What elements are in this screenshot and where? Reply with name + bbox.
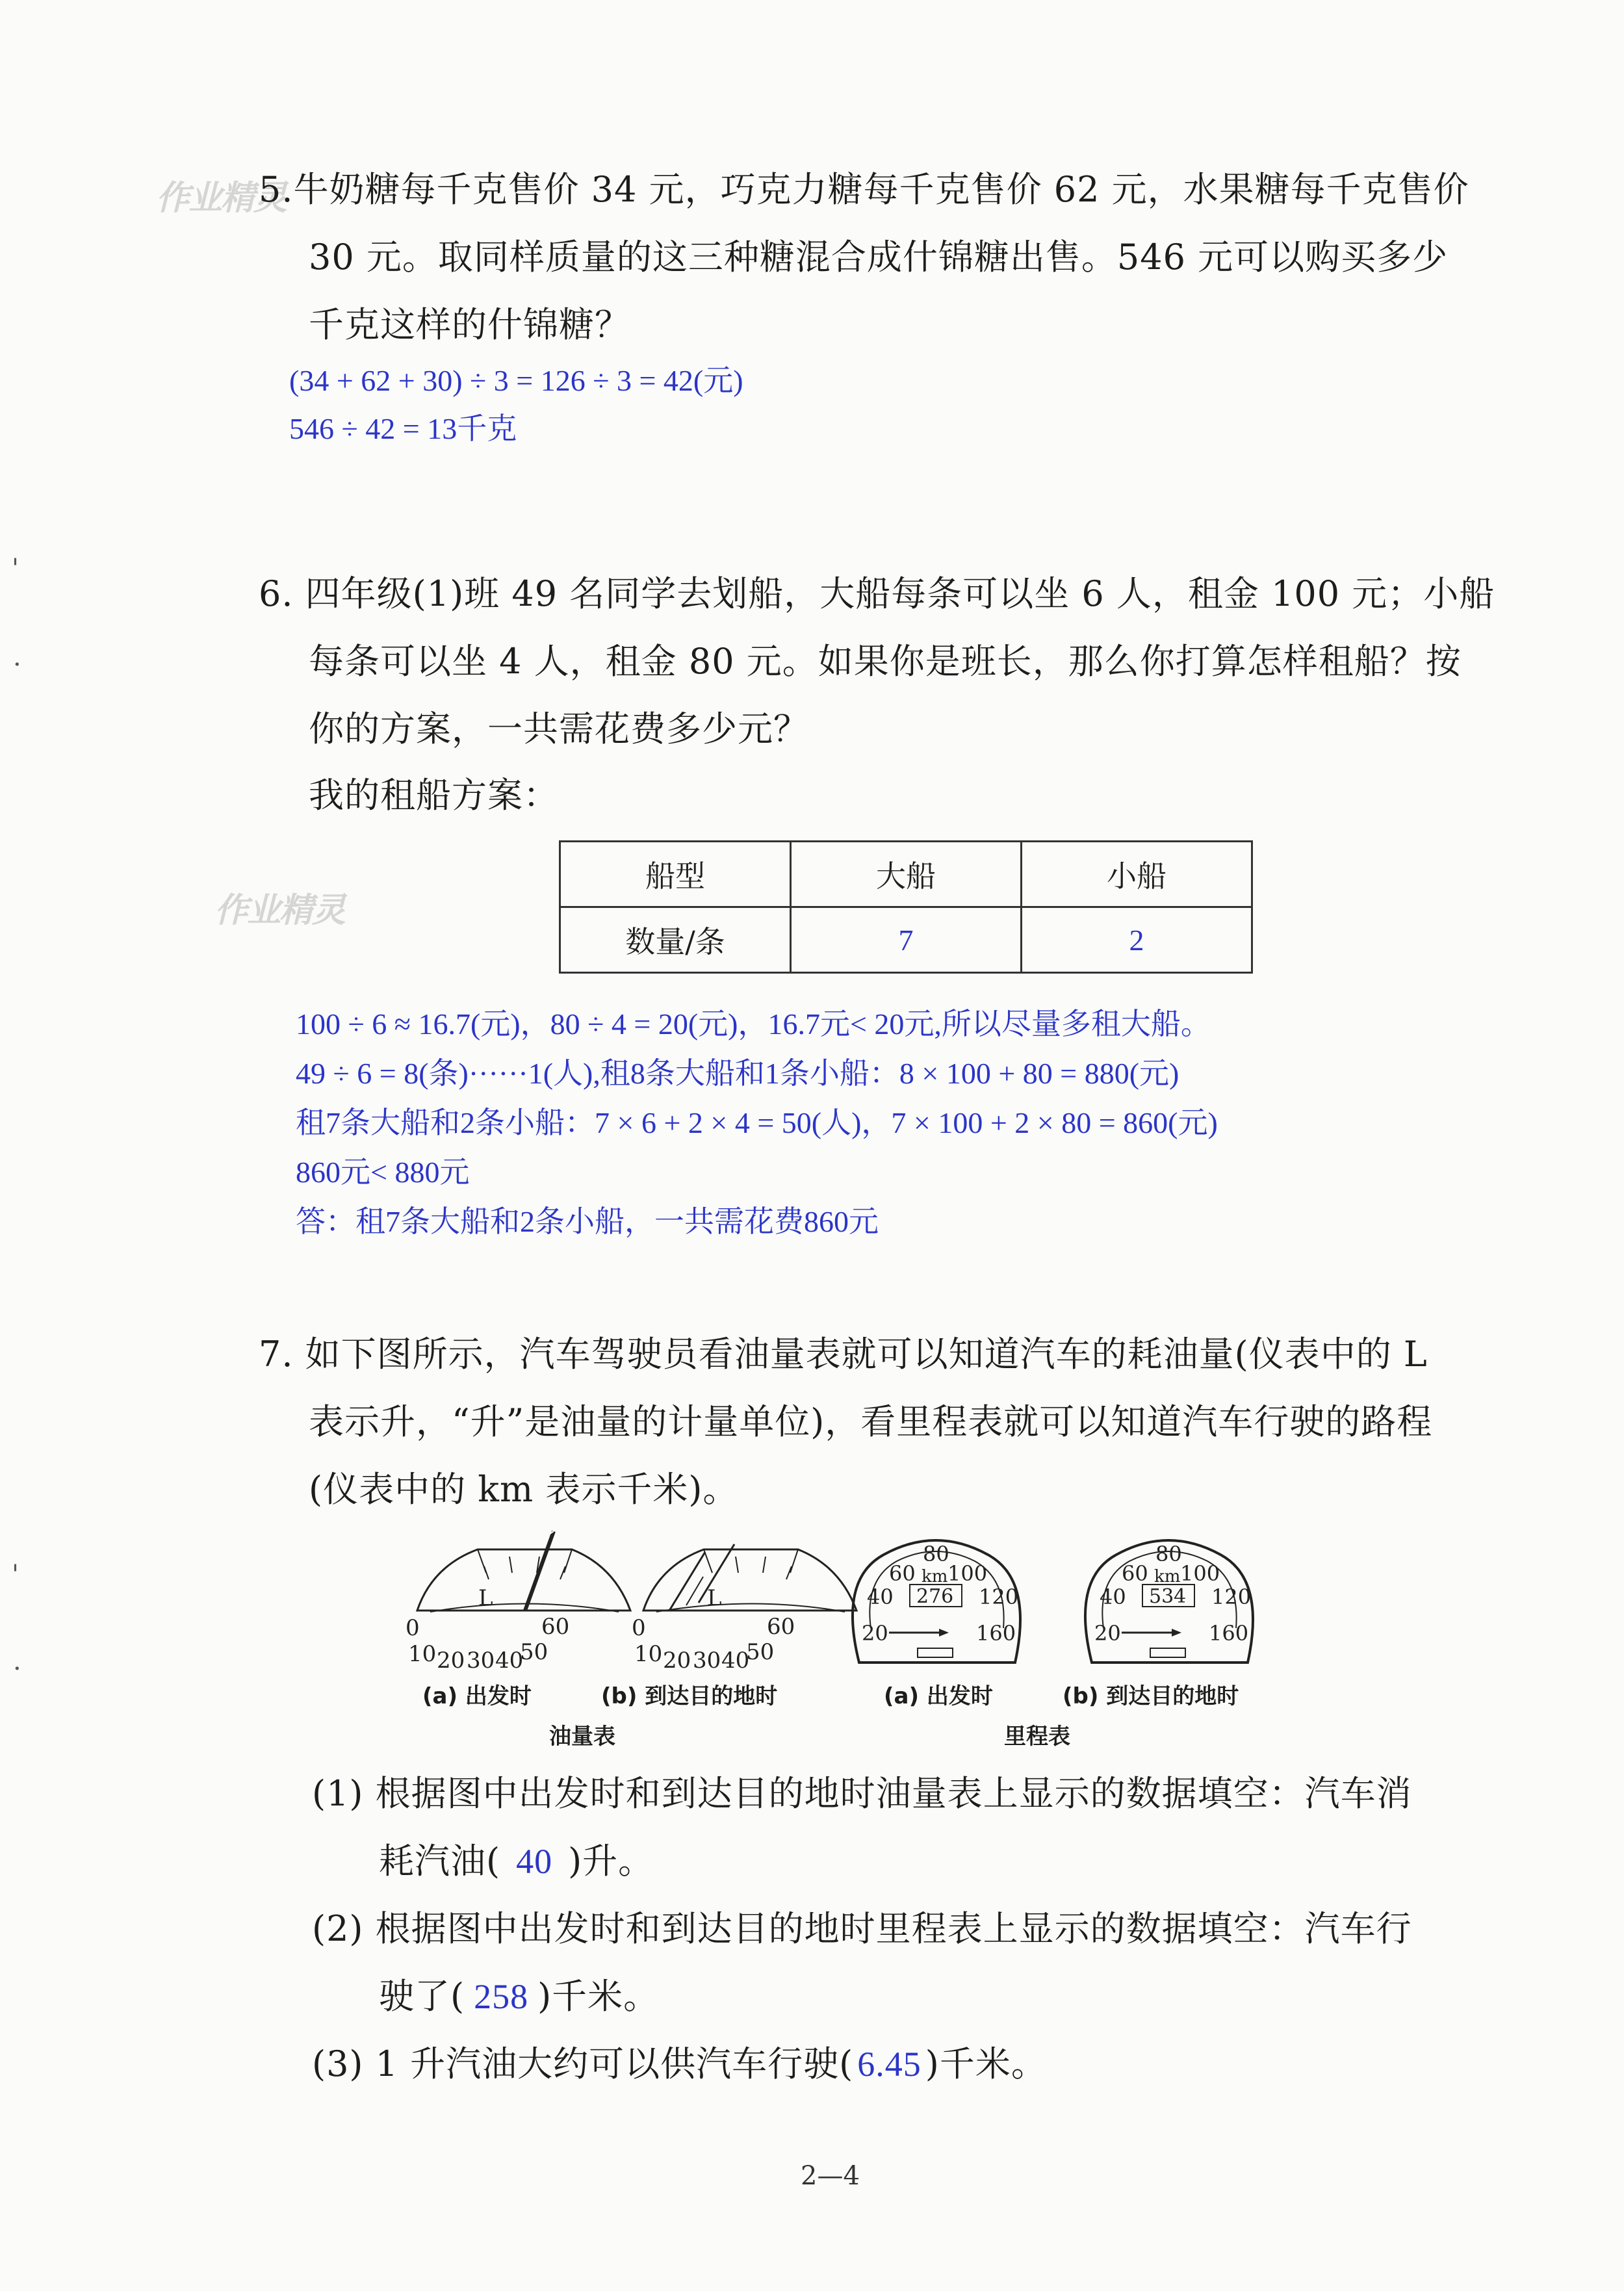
answer-line: 546 ÷ 42 = 13千克 — [289, 412, 517, 445]
answer-line: (34 + 62 + 30) ÷ 3 = 126 ÷ 3 = 42(元) — [289, 364, 743, 397]
odo-tick: 120 — [1211, 1585, 1252, 1609]
odo-tick: 20 — [862, 1621, 888, 1646]
margin-mark: · — [13, 650, 21, 680]
fuel-tick: 40 — [721, 1648, 750, 1674]
figure-title: 里程表 — [1004, 1724, 1070, 1750]
plan-label: 我的租船方案： — [309, 775, 559, 816]
fuel-unit: L — [478, 1585, 493, 1611]
odo-tick: 60 — [889, 1561, 916, 1586]
page-number: 2—4 — [801, 2161, 860, 2191]
odometer-end — [1085, 1540, 1253, 1663]
question-text: 千克这样的什锦糖？ — [309, 304, 630, 345]
answer-line: 49 ÷ 6 = 8(条)······1(人),租8条大船和1条小船：8 × 100 + 80 = 880(元) — [296, 1057, 1179, 1090]
odo-tick: 80 — [1155, 1542, 1182, 1566]
answer-line: 860元< 880元 — [296, 1156, 470, 1189]
fuel-tick: 40 — [495, 1648, 524, 1674]
fuel-tick: 10 — [634, 1641, 663, 1667]
fill-answer: 40 — [516, 1842, 553, 1881]
fuel-tick: 50 — [746, 1639, 775, 1665]
sub-question-text: (2) 根据图中出发时和到达目的地时里程表上显示的数据填空：汽车行 — [312, 1908, 1412, 1949]
sub-question-fill: (3) 1 升汽油大约可以供汽车行驶( 6.45 )千米。 — [312, 2043, 1047, 2084]
fuel-tick: 30 — [467, 1648, 495, 1674]
question-text: 5.牛奶糖每千克售价 34 元，巧克力糖每千克售价 62 元，水果糖每千克售价 — [259, 169, 1469, 210]
margin-mark: · — [13, 1654, 21, 1684]
fill-answer: 258 — [474, 1977, 529, 2016]
fuel-tick: 60 — [767, 1614, 795, 1640]
odo-tick: 160 — [976, 1621, 1016, 1646]
question-text: 7. 如下图所示，汽车驾驶员看油量表就可以知道汽车的耗油量(仪表中的 L — [259, 1334, 1428, 1375]
fuel-tick: 0 — [632, 1615, 646, 1641]
odo-reading-end: 534 — [1149, 1585, 1187, 1608]
odo-tick: 100 — [1180, 1561, 1220, 1586]
odo-unit: km — [922, 1567, 948, 1586]
fill-answer: 6.45 — [857, 2045, 922, 2084]
table-header-cell: 大船 — [791, 842, 1022, 907]
figure-title: 油量表 — [549, 1724, 615, 1750]
answer-line: 租7条大船和2条小船：7 × 6 + 2 × 4 = 50(人)，7 × 100 + 2 × 80 = 860(元) — [296, 1106, 1218, 1139]
question-text: 6. 四年级(1)班 49 名同学去划船，大船每条可以坐 6 人，租金 100 元；小船 — [259, 573, 1495, 614]
fuel-tick: 10 — [408, 1641, 437, 1667]
margin-mark: ' — [12, 554, 19, 584]
fuel-tick: 50 — [520, 1639, 548, 1665]
odo-tick: 80 — [923, 1542, 949, 1566]
odo-tick: 40 — [1100, 1585, 1126, 1609]
figure-caption: (a) 出发时 — [422, 1683, 532, 1709]
odo-tick: 100 — [947, 1561, 988, 1586]
fuel-tick: 20 — [663, 1648, 691, 1674]
fuel-tick: 20 — [437, 1648, 465, 1674]
odo-tick: 40 — [867, 1585, 894, 1609]
figure-caption: (b) 到达目的地时 — [1063, 1683, 1239, 1709]
margin-mark: ' — [12, 1560, 19, 1590]
table-header-cell: 船型 — [560, 842, 791, 907]
answer-line: 100 ÷ 6 ≈ 16.7(元)，80 ÷ 4 = 20(元)，16.7元< 20元,所以尽量多租大船。 — [296, 1007, 1211, 1041]
odo-tick: 120 — [979, 1585, 1019, 1609]
sub-question-text: (1) 根据图中出发时和到达目的地时油量表上显示的数据填空：汽车消 — [312, 1773, 1412, 1814]
odo-unit: km — [1154, 1567, 1181, 1586]
sub-question-fill: 耗汽油( 40 )升。 — [379, 1841, 654, 1882]
fuel-gauge-start — [406, 1531, 630, 1674]
sub-question-fill: 驶了( 258 )千米。 — [379, 1976, 660, 2017]
table-header-cell: 小船 — [1022, 842, 1252, 907]
watermark: 作业精灵 — [214, 891, 345, 930]
question-text: 每条可以坐 4 人，租金 80 元。如果你是班长，那么你打算怎样租船？按 — [309, 641, 1462, 682]
odometer-start — [853, 1540, 1020, 1663]
odo-tick: 20 — [1094, 1621, 1121, 1646]
figure-caption: (a) 出发时 — [884, 1683, 993, 1709]
fuel-tick: 0 — [406, 1615, 420, 1641]
table-answer-cell: 7 — [791, 907, 1022, 973]
table-answer-cell: 2 — [1022, 907, 1252, 973]
odo-reading-start: 276 — [916, 1585, 954, 1608]
question-text: 30 元。取同样质量的这三种糖混合成什锦糖出售。546 元可以购买多少 — [309, 237, 1449, 278]
question-text: 你的方案，一共需花费多少元？ — [309, 708, 809, 749]
answer-line: 答：租7条大船和2条小船，一共需花费860元 — [296, 1205, 879, 1238]
odo-tick: 60 — [1122, 1561, 1148, 1586]
fuel-tick: 30 — [693, 1648, 721, 1674]
table-row-label: 数量/条 — [560, 907, 791, 973]
watermark: 作业精灵 — [156, 179, 287, 218]
fuel-tick: 60 — [541, 1614, 570, 1640]
figure-caption: (b) 到达目的地时 — [601, 1683, 778, 1709]
fuel-unit: L — [707, 1585, 722, 1611]
odo-tick: 160 — [1209, 1621, 1249, 1646]
question-text: 表示升，“升”是油量的计量单位)，看里程表就可以知道汽车行驶的路程 — [309, 1401, 1433, 1442]
question-text: (仪表中的 km 表示千米)。 — [309, 1469, 739, 1510]
fuel-gauge-end — [632, 1544, 857, 1674]
